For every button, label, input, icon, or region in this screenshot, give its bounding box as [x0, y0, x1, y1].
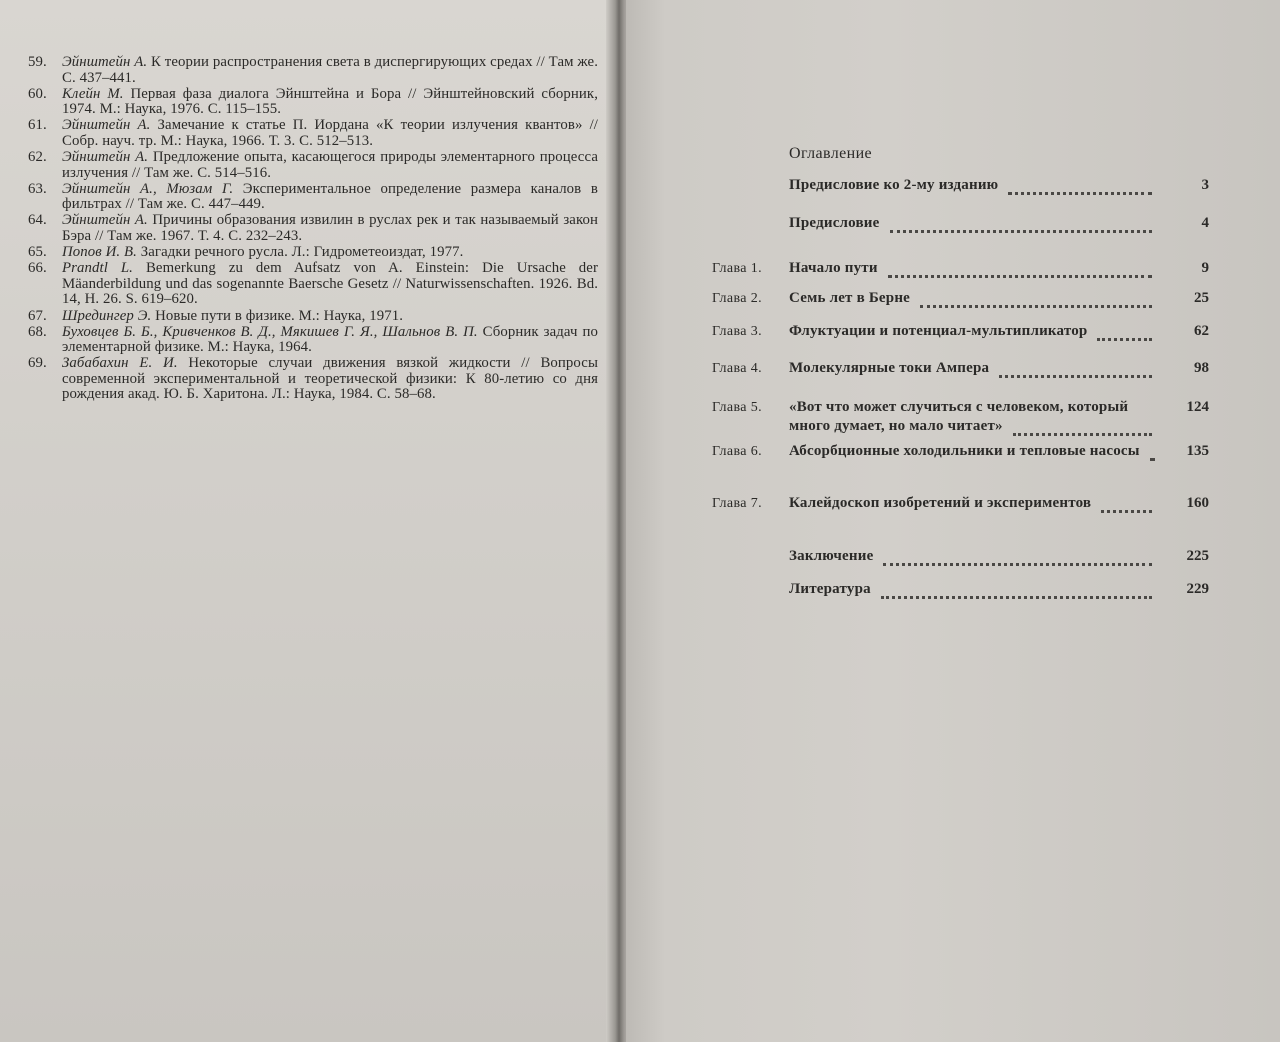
reference-citation: Первая фаза диалога Эйнштейна и Бора // Эйнштейновский сборник, 1974. М.: Наука, 1976. С. 115–155. [62, 85, 598, 118]
reference-number: 62. [28, 149, 47, 166]
toc-entry-title: Литература [789, 581, 871, 597]
toc-leader-dots [1150, 454, 1152, 461]
toc-leader-dots [999, 371, 1152, 378]
toc-entry-title: Заключение [789, 548, 874, 564]
reference-text [62, 309, 598, 325]
toc-chapter-number: Глава 7. [712, 496, 763, 511]
toc-leader-dots [888, 271, 1152, 278]
reference-item [28, 309, 598, 325]
toc-entry [712, 580, 1217, 599]
reference-author: Попов И. В. [62, 244, 137, 261]
toc-entry-title: Абсорбционные холодильники и тепловые насосы [789, 443, 1140, 459]
reference-item [28, 213, 598, 244]
reference-number: 65. [28, 244, 47, 261]
reference-number: 63. [28, 180, 47, 197]
toc-leader-dots [881, 592, 1152, 599]
reference-item [28, 325, 598, 356]
reference-text [62, 356, 598, 403]
reference-citation: Загадки речного русла. Л.: Гидрометеоиздат, 1977. [136, 244, 464, 261]
reference-item [28, 356, 598, 403]
reference-author: Буховцев Б. Б., Кривченков В. Д., Мякишев Г. Я., Шальнов В. П. [62, 323, 478, 340]
toc-entry-title: Флуктуации и потенциал-мультипликатор [789, 323, 1088, 339]
reference-number: 64. [28, 212, 47, 229]
reference-citation: Новые пути в физике. М.: Наука, 1971. [151, 307, 403, 324]
reference-author: Эйнштейн А., Мюзам Г. [62, 180, 234, 197]
toc-entry [712, 289, 1217, 308]
reference-number: 68. [28, 323, 47, 340]
toc-entry [712, 322, 1217, 360]
reference-number: 66. [28, 260, 47, 277]
toc-entry [712, 547, 1217, 566]
toc-entry [712, 259, 1217, 278]
reference-citation: Предложение опыта, касающегося природы элементарного процесса излучения // Там же. С. 514–516. [62, 149, 598, 181]
reference-item [28, 118, 598, 149]
toc-page-number: 229 [1186, 581, 1209, 597]
reference-item [28, 245, 598, 261]
toc-page-number: 4 [1201, 215, 1209, 231]
toc-entry-title: Предисловие [789, 215, 880, 231]
toc-leader-dots [890, 226, 1152, 233]
toc-entry [712, 359, 1217, 378]
reference-citation: К теории распространения света в диспергирующих средах // Там же. С. 437–441. [62, 54, 598, 86]
reference-text [62, 118, 598, 149]
toc-leader-dots [920, 301, 1152, 308]
toc-chapter-number: Глава 3. [712, 324, 763, 339]
toc-page-number: 62 [1194, 323, 1209, 339]
toc-page-number: 9 [1201, 260, 1209, 276]
reference-item [28, 87, 598, 118]
reference-number: 67. [28, 307, 47, 324]
toc-chapter-number: Глава 2. [712, 291, 763, 306]
reference-item [28, 261, 598, 308]
toc-entry-title: Молекулярные токи Ампера [789, 360, 990, 376]
reference-item [28, 55, 598, 86]
reference-text [62, 182, 598, 213]
toc-entry-title: Начало пути [789, 260, 878, 276]
reference-number: 61. [28, 117, 47, 134]
toc-leader-dots [1097, 334, 1152, 341]
toc-chapter-number: Глава 6. [712, 444, 763, 459]
reference-author: Эйнштейн А. [62, 117, 151, 134]
reference-author: Эйнштейн А. [62, 54, 148, 70]
toc-entry-title: Семь лет в Берне [789, 290, 911, 306]
toc-entry-title: Предисловие ко 2-му изданию [789, 177, 999, 193]
reference-list [28, 55, 598, 404]
reference-citation: Замечание к статье П. Иордана «К теории излучения квантов» // Собр. науч. тр. М.: Наука, 1966. Т. 3. С. 512–513. [62, 117, 598, 149]
reference-number: 69. [28, 355, 47, 372]
toc-leader-dots [883, 559, 1152, 566]
reference-text [62, 55, 598, 86]
toc-page-number: 3 [1201, 177, 1209, 193]
toc-chapter-number: Глава 5. [712, 400, 763, 415]
toc-leader-dots [1101, 506, 1152, 513]
toc-entry-title: Калейдоскоп изобретений и экспериментов [789, 495, 1092, 511]
toc-page-number: 98 [1194, 360, 1209, 376]
toc-title: Оглавление [789, 145, 873, 162]
toc-page-number: 124 [1186, 399, 1209, 415]
reference-citation: Сборник задач по элементарной физике. М.: Наука, 1964. [62, 323, 599, 356]
toc-entry [712, 494, 1217, 532]
toc-page-number: 135 [1186, 443, 1209, 459]
reference-number: 59. [28, 54, 47, 70]
toc-page-number: 25 [1194, 290, 1209, 306]
reference-text [62, 325, 598, 356]
reference-author: Prandtl L. [62, 260, 133, 277]
toc-entry [712, 176, 1217, 195]
reference-author: Шредингер Э. [62, 307, 152, 324]
toc-entry [712, 442, 1217, 480]
toc-entry [712, 398, 1217, 436]
reference-citation: Bemerkung zu dem Aufsatz von A. Einstein: Die Ursache der Mäanderbildung und das sogenannte Baersche Gesetz // Naturwissenschaften. 1926. Bd. 14, H. 26. S. 619–620. [62, 260, 599, 308]
left-page [0, 0, 612, 1042]
reference-citation: Причины образования извилин в руслах рек и так называемый закон Бэра // Там же. 1967. Т. 4. С. 232–243. [62, 212, 598, 245]
toc-entry-title: «Вот что может случиться с человеком, который много думает, но мало читает» [789, 399, 1129, 434]
toc-chapter-number: Глава 4. [712, 361, 763, 376]
reference-text [62, 150, 598, 181]
reference-text [62, 87, 598, 118]
reference-author: Клейн М. [62, 85, 124, 102]
reference-author: Эйнштейн А. [62, 212, 148, 229]
reference-author: Забабахин Е. И. [62, 355, 178, 372]
reference-item [28, 150, 598, 181]
reference-text [62, 245, 598, 261]
reference-citation: Экспериментальное определение размера каналов в фильтрах // Там же. С. 447–449. [62, 180, 598, 213]
toc-page-number: 160 [1186, 495, 1209, 511]
reference-author: Эйнштейн А. [62, 149, 149, 166]
reference-number: 60. [28, 85, 47, 102]
toc-leader-dots [1013, 429, 1152, 436]
reference-citation: Некоторые случаи движения вязкой жидкости // Вопросы современной экспериментальной и теоретической физики: К 80-летию со дня рождения акад. Ю. Б. Харитона. Л.: Наука, 1984. С. 58–68. [62, 355, 599, 403]
reference-text [62, 213, 598, 244]
toc-entry [712, 214, 1217, 233]
toc-chapter-number: Глава 1. [712, 261, 763, 276]
reference-item [28, 182, 598, 213]
reference-text [62, 261, 598, 308]
toc-page-number: 225 [1186, 548, 1209, 564]
toc-leader-dots [1008, 188, 1152, 195]
